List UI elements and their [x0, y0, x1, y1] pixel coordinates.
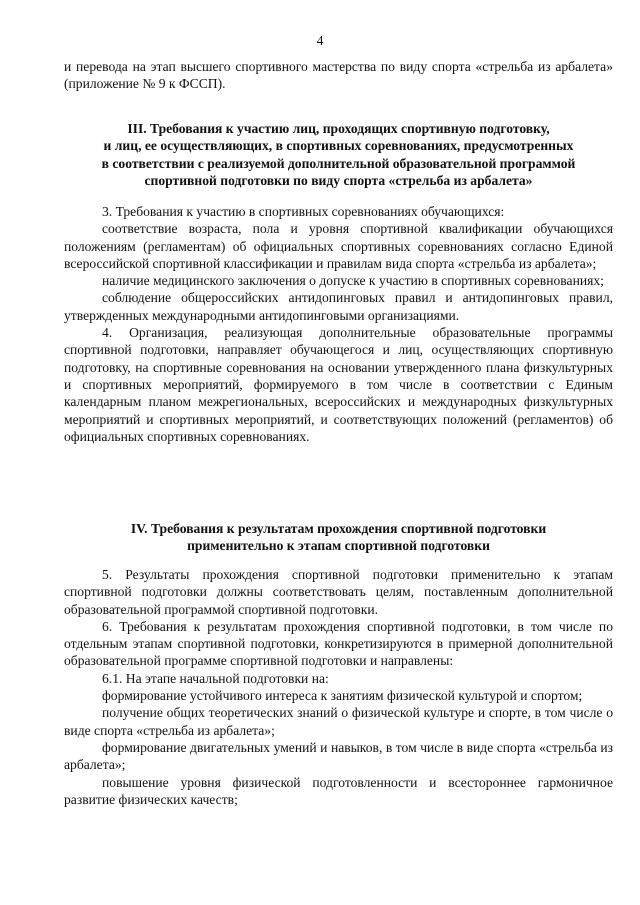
section-4-heading — [64, 520, 613, 555]
paragraph-3: 3. Требования к участию в спортивных соревнованиях обучающихся: — [102, 204, 505, 219]
section-3-title-line-1: III. Требования к участию лиц, проходящих спортивную подготовку, — [127, 121, 550, 136]
section-3-body — [64, 203, 613, 445]
intro-block — [64, 58, 613, 93]
section-3-heading — [64, 120, 613, 189]
section-3-title-line-3: в соответствии с реализуемой дополнительной образовательной программой — [101, 155, 576, 171]
paragraph-6: 6. Требования к результатам прохождения спортивной подготовки, в том числе по отдельным этапам спортивной подготовки, конкретизируются в примерной дополнительной образовательной программе спортивной подготовки и направлены: — [64, 618, 613, 669]
paragraph-3-item-1: соответствие возраста, пола и уровня спортивной квалификации обучающихся положениям (регламентам) об официальных спортивных соревнованиях согласно Единой всероссийской спортивной классификации и правилам вида спорта «стрельба из арбалета»; — [64, 221, 613, 271]
section-4-title-line-1: IV. Требования к результатам прохождения спортивной подготовки — [130, 521, 547, 536]
paragraph-3-item-2: наличие медицинского заключения о допуске к участию в спортивных соревнованиях; — [102, 273, 604, 289]
intro-paragraph: и перевода на этап высшего спортивного мастерства по виду спорта «стрельба из арбалета» (приложение № 9 к ФССП). — [64, 59, 613, 92]
section-4-body — [64, 566, 613, 808]
paragraph-6-1-item-2: получение общих теоретических знаний о физической культуре и спорте, в том числе о виде спорта «стрельба из арбалета»; — [64, 705, 613, 738]
section-3-title-line-4: спортивной подготовки по виду спорта «стрельба из арбалета» — [144, 172, 533, 188]
paragraph-6-1: 6.1. На этапе начальной подготовки на: — [102, 670, 329, 686]
section-4-title-line-2: применительно к этапам спортивной подготовки — [187, 538, 490, 554]
section-3-title-line-2: и лиц, ее осуществляющих, в спортивных соревнованиях, предусмотренных — [103, 138, 574, 154]
paragraph-6-1-item-3: формирование двигательных умений и навыков, в том числе в виде спорта «стрельба из арбалета»; — [64, 739, 613, 773]
paragraph-3-item-3: соблюдение общероссийских антидопинговых правил и антидопинговых правил, утвержденных международными антидопинговыми организациями. — [64, 290, 613, 323]
paragraph-4: 4. Организация, реализующая дополнительные образовательные программы спортивной подготовки, направляет обучающегося и лиц, осуществляющих спортивную подготовку, на спортивные соревнования на основании утвержденного плана физкультурных и спортивных мероприятий, формируемого в том числе в соответствии с Единым календарным планом межрегиональных, всероссийских и международных физкультурных мероприятий и спортивных мероприятий, и соответствующих положений (регламентов) об официальных спортивных соревнованиях. — [64, 325, 613, 444]
paragraph-5: 5. Результаты прохождения спортивной подготовки применительно к этапам спортивной подготовки должны соответствовать целям, поставленным дополнительной образовательной программой спортивной подготовки. — [64, 567, 613, 617]
page-number: 4 — [316, 33, 324, 48]
paragraph-6-1-item-4: повышение уровня физической подготовленности и всестороннее гармоничное развитие физических качеств; — [64, 774, 613, 807]
paragraph-6-1-item-1: формирование устойчивого интереса к занятиям физической культурой и спортом; — [102, 688, 583, 704]
